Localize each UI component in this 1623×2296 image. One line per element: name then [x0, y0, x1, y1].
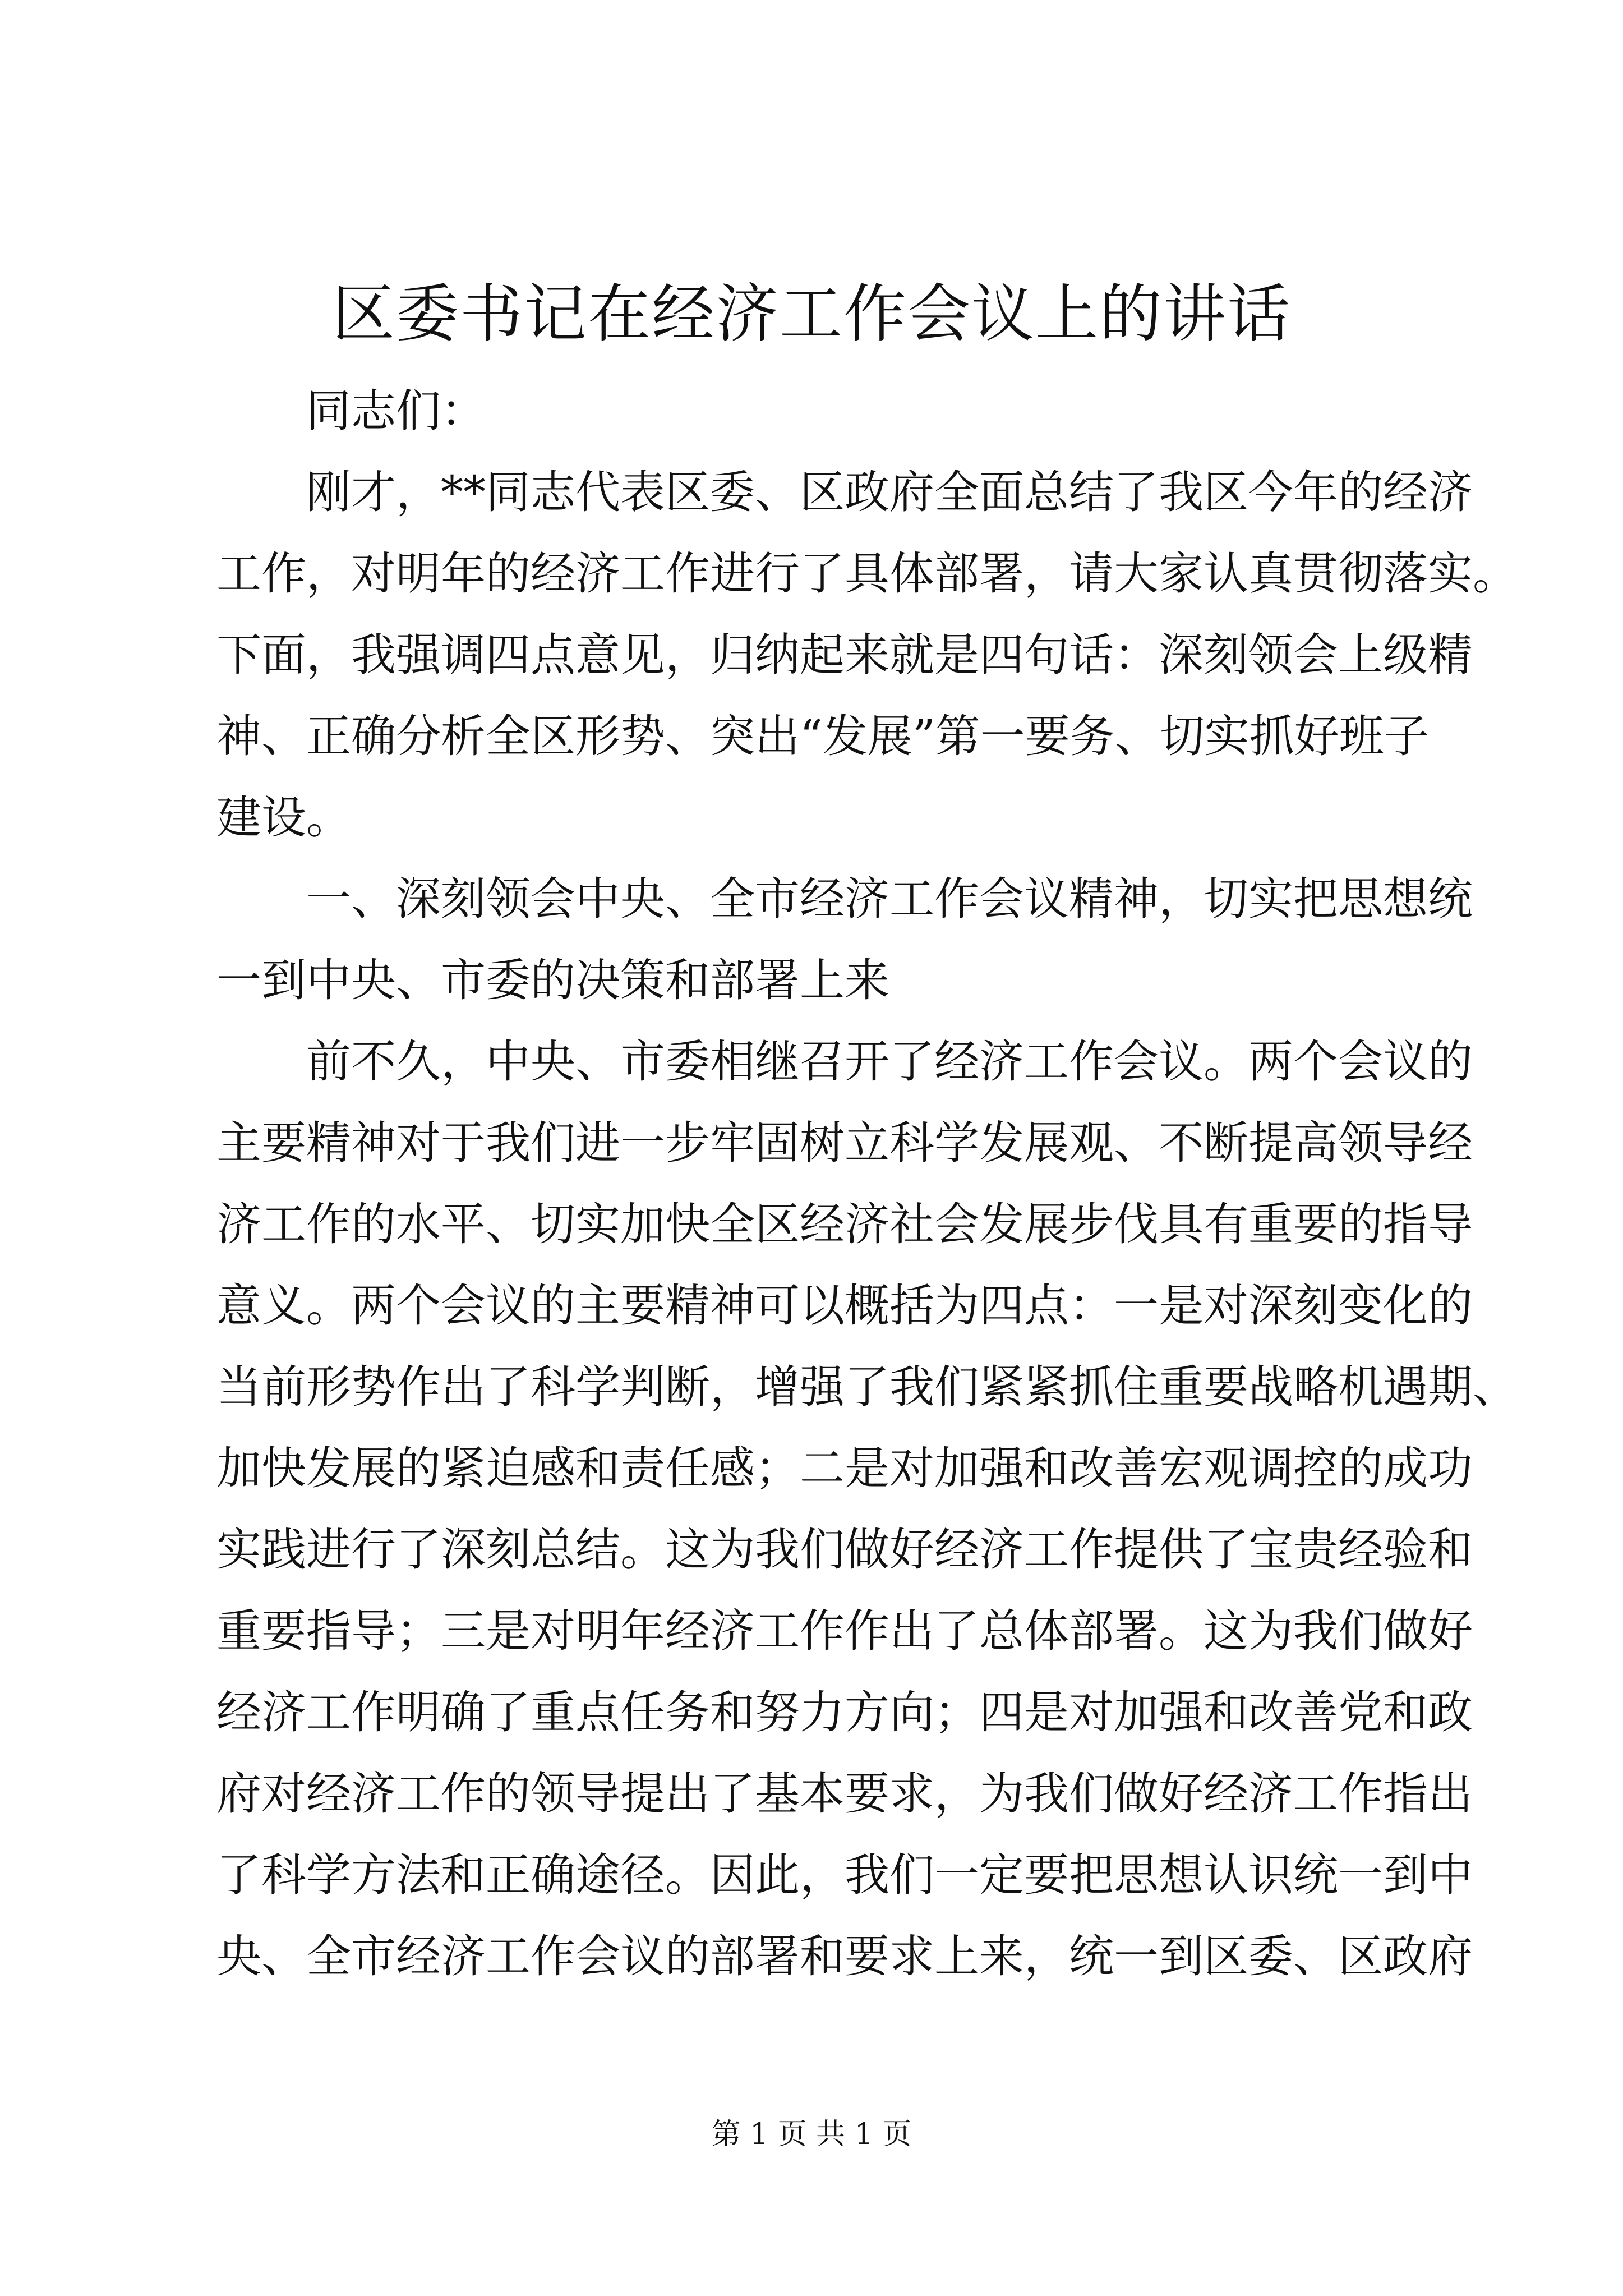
paragraph-1-line-2: 工作，对明年的经济工作进行了具体部署，请大家认真贯彻落实。	[216, 547, 1518, 600]
paragraph-2-line-12: 央、全市经济工作会议的部署和要求上来，统一到区委、区政府	[216, 1930, 1473, 1982]
paragraph-2-line-1: 前不久，中央、市委相继召开了经济工作会议。两个会议的	[306, 1036, 1473, 1088]
paragraph-2-line-8: 重要指导；三是对明年经济工作作出了总体部署。这为我们做好	[216, 1605, 1473, 1657]
paragraph-2-line-2: 主要精神对于我们进一步牢固树立科学发展观、不断提高领导经	[216, 1117, 1473, 1169]
page-footer: 第 1 页 共 1 页	[711, 2118, 912, 2151]
salutation-line: 同志们：	[306, 385, 486, 437]
paragraph-2-line-9: 经济工作明确了重点任务和努力方向；四是对加强和改善党和政	[216, 1686, 1473, 1738]
paragraph-2-line-5: 当前形势作出了科学判断，增强了我们紧紧抓住重要战略机遇期、	[216, 1361, 1518, 1413]
document-title: 区委书记在经济工作会议上的讲话	[332, 278, 1291, 351]
paragraph-1-line-5: 建设。	[216, 792, 351, 844]
document-body	[216, 370, 1518, 1997]
paragraph-1-line-3: 下面，我强调四点意见，归纳起来就是四句话：深刻领会上级精	[216, 629, 1473, 681]
paragraph-2-line-6: 加快发展的紧迫感和责任感；二是对加强和改善宏观调控的成功	[216, 1442, 1473, 1494]
section-heading-line-2: 一到中央、市委的决策和部署上来	[216, 954, 889, 1006]
paragraph-2-line-11: 了科学方法和正确途径。因此，我们一定要把思想认识统一到中	[216, 1849, 1473, 1901]
paragraph-1-line-1: 刚才，**同志代表区委、区政府全面总结了我区今年的经济	[306, 466, 1473, 518]
paragraph-2-line-4: 意义。两个会议的主要精神可以概括为四点：一是对深刻变化的	[216, 1280, 1473, 1332]
section-heading-line-1: 一、深刻领会中央、全市经济工作会议精神，切实把思想统	[306, 873, 1473, 925]
paragraph-2-line-7: 实践进行了深刻总结。这为我们做好经济工作提供了宝贵经验和	[216, 1524, 1473, 1576]
paragraph-2-line-3: 济工作的水平、切实加快全区经济社会发展步伐具有重要的指导	[216, 1198, 1473, 1250]
paragraph-2-line-10: 府对经济工作的领导提出了基本要求，为我们做好经济工作指出	[216, 1768, 1473, 1820]
paragraph-1-line-4: 神、正确分析全区形势、突出“发展”第一要务、切实抓好班子	[216, 710, 1429, 762]
